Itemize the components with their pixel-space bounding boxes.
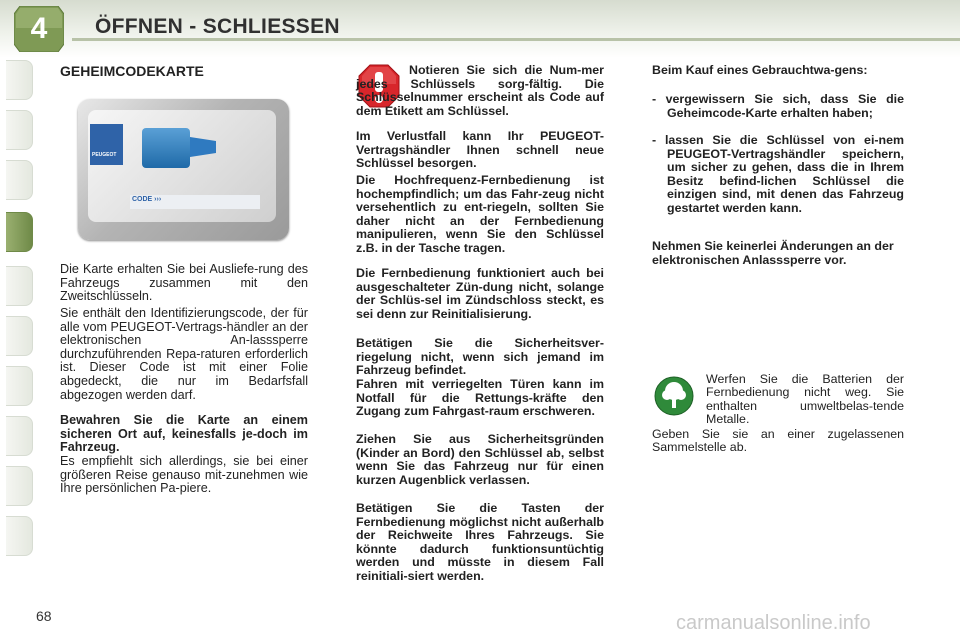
chapter-tab-1[interactable] (6, 60, 33, 100)
environment-paragraph-2: Geben Sie sie an einer zugelassenen Sammelstelle ab. (652, 427, 904, 455)
page-number: 68 (36, 608, 52, 624)
middle-paragraph-7: Ziehen Sie aus Sicherheitsgründen (Kinder an Bord) den Schlüssel ab, selbst wenn Sie das Fahrzeug nur für einen kurzen Augenblick verlassen. (356, 432, 604, 487)
left-paragraph-3: Bewahren Sie die Karte an einem sicheren Ort auf, keinesfalls je-doch im Fahrzeug. (60, 413, 308, 455)
chapter-tab-5[interactable] (6, 266, 33, 306)
left-paragraph-4: Es empfiehlt sich allerdings, sie bei einer größeren Reise genauso mit-zunehmen wie Ihre persönlichen Pa-piere. (60, 454, 308, 496)
chapter-tab-9[interactable] (6, 466, 33, 506)
middle-paragraph-5: Betätigen Sie die Sicherheitsver-riegelung nicht, wenn sich jemand im Fahrzeug befindet. (356, 336, 604, 378)
left-paragraph-1: Die Karte erhalten Sie bei Ausliefe-rung des Fahrzeugs zusammen mit den Zweitschlüsseln. (60, 262, 308, 304)
middle-paragraph-1: Notieren Sie sich die Num-mer jedes Schlüssels sorg-fältig. Die Schlüsselnummer erscheint als Code auf dem Etikett am Schlüssel. (356, 63, 604, 118)
middle-paragraph-3: Die Hochfrequenz-Fernbedienung ist hochempfindlich; um das Fahr-zeug nicht versehentlich zu ent-riegeln, sollten Sie daher nicht an der Fernbedienung manipulieren, wenn Sie den Schlüssel z.B. in der Tasche tragen. (356, 173, 604, 255)
chapter-number: 4 (30, 12, 48, 45)
right-list-item-2: - lassen Sie die Schlüssel von ei-nem PEUGEOT-Vertragshändler speichern, um sicher zu gehen, dass die in Ihrem Besitz befind-lichen Schlüssel die einzigen sind, mit denen das Fahrzeug gestartet werden kann. (652, 133, 904, 215)
right-warning: Nehmen Sie keinerlei Änderungen an der elektronischen Anlasssperre vor. (652, 239, 894, 267)
left-paragraph-2: Sie enthält den Identifizierungscode, der für alle vom PEUGEOT-Vertrags-händler an der elektronischen An-lasssperre durchzuführenden Repa-raturen erforderlich ist. Dieser Code ist mit einer Folie abgedeckt, die nur im Bedarfsfall abgezogen werden darf. (60, 306, 308, 402)
chapter-tab-3[interactable] (6, 160, 33, 200)
section-heading: GEHEIMCODEKARTE (60, 63, 204, 79)
tree-icon (654, 376, 694, 416)
chapter-tab-6[interactable] (6, 316, 33, 356)
watermark: carmanualsonline.info (676, 612, 871, 634)
environment-paragraph-1: Werfen Sie die Batterien der Fernbedienung nicht weg. Sie enthalten umweltbelas-tende Metalle. (706, 372, 904, 427)
page-title: ÖFFNEN - SCHLIESSEN (95, 15, 340, 38)
middle-paragraph-2: Im Verlustfall kann Ihr PEUGEOT-Vertragshändler Ihnen schnell neue Schlüssel besorgen. (356, 129, 604, 171)
middle-paragraph-8: Betätigen Sie die Tasten der Fernbedienung möglichst nicht außerhalb der Reichweite Ihres Fahrzeugs. Sie könnte dadurch funktionsuntüchtig werden und müsste in diesem Fall reinitiali-siert werden. (356, 501, 604, 583)
card-logo-text: PEUGEOT (92, 152, 117, 158)
chapter-tab-10[interactable] (6, 516, 33, 556)
middle-paragraph-6: Fahren mit verriegelten Türen kann im Notfall für die Rettungs-kräfte den Zugang zum Fahrgast-raum erschweren. (356, 377, 604, 419)
chapter-tab-2[interactable] (6, 110, 33, 150)
middle-paragraph-4: Die Fernbedienung funktioniert auch bei ausgeschalteter Zün-dung nicht, solange der Schlüs-sel im Zündschloss steckt, es sei denn zur Reinitialisierung. (356, 266, 604, 321)
chapter-tab-7[interactable] (6, 366, 33, 406)
key-icon (142, 128, 190, 168)
chapter-tab-8[interactable] (6, 416, 33, 456)
right-intro: Beim Kauf eines Gebrauchtwa-gens: (652, 63, 868, 77)
peugeot-logo-icon (90, 124, 123, 165)
card-code-label: CODE ››› (132, 196, 162, 203)
chapter-tab-4[interactable] (6, 212, 33, 252)
right-list-item-1: - vergewissern Sie sich, dass Sie die Geheimcode-Karte erhalten haben; (652, 92, 904, 120)
chapter-tabs (0, 60, 34, 580)
